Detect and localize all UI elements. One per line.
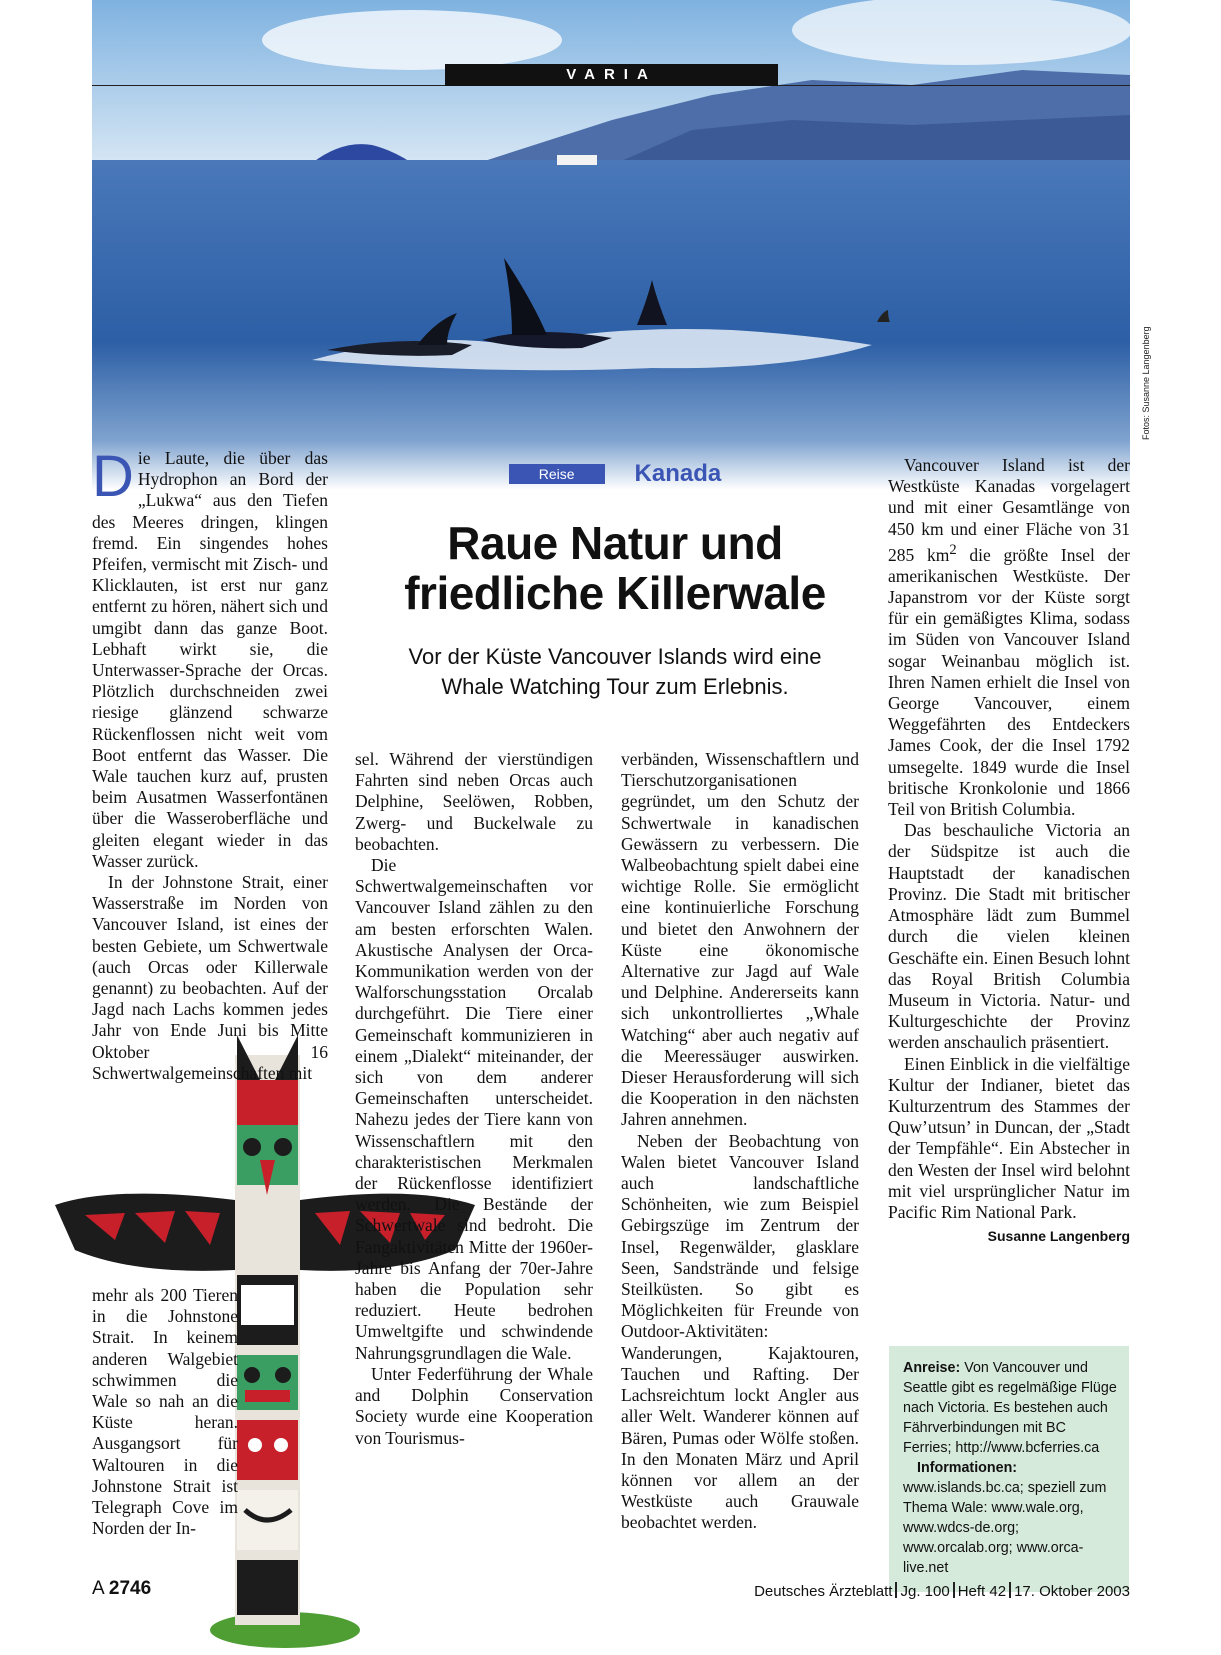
paragraph xyxy=(92,444,328,872)
info-label: Informationen: xyxy=(917,1460,1018,1476)
paragraph xyxy=(888,1053,1130,1245)
eye xyxy=(275,1367,291,1383)
eye xyxy=(243,1138,261,1156)
paragraph-text: ie Laute, die über das Hydrophon an Bord der „Lukwa“ aus den Tiefen des Meeres dringen, klingen fremd. Ein singendes hohes Pfeifen, vermischt mit Zisch- und Klicklauten, ist erst nur ganz entfernt zu hören, nähert sich und umgibt dann das ganze Boot. Lebhaft wirkt sie, die Unterwasser-Sprache der Orcas. Plötzlich durchschneiden zwei riesige glänzend schwarze Rückenflossen nicht weit vom Boot entfernt das Wasser. Die Wale tauchen kurz auf, prusten beim Ausatmen Wasserfontänen über die Wasseroberfläche und gleiten elegant wieder in das Wasser zurück. xyxy=(92,448,328,871)
text-column-1 xyxy=(92,444,328,1084)
head-red xyxy=(237,1080,298,1125)
info-travel xyxy=(903,1358,1117,1458)
rubric-row xyxy=(360,460,870,488)
text-column-3 xyxy=(621,749,859,1534)
section-label: VARIA xyxy=(445,64,778,86)
paragraph-text: Vancouver Island ist der Westküste Kanadas vorgelagert und mit einer Gesamtlänge von 450 km und einer Fläche von 31 285 km xyxy=(888,455,1130,565)
page-prefix: A xyxy=(92,1578,104,1599)
title-line: friedliche Killerwale xyxy=(404,567,826,619)
date: 17. Oktober 2003 xyxy=(1014,1583,1130,1600)
paragraph: Das beschauliche Victoria an der Südspitze ist auch die Hauptstadt der kanadischen Provinz. Die Stadt mit britischer Atmosphäre lädt zum Bummel durch die vielen kleinen Geschäfte ein. Einen Besuch lohnt das Royal British Columbia Museum in Victoria. Natur- und Kulturgeschichte der Provinz werden anschaulich präsentiert. xyxy=(888,820,1130,1053)
page-number xyxy=(92,1578,151,1600)
eye xyxy=(244,1367,260,1383)
face-red xyxy=(237,1420,298,1480)
rubric-badge: Reise xyxy=(509,464,605,484)
paragraph: verbänden, Wissenschaftlern und Tierschutzorganisationen gegründet, um den Schutz der Schwertwale in kanadischen Gewässern zu verbessern. Die Walbeobachtung spielt dabei eine wichtige Rolle. Sie ermöglicht eine kontinuierliche Forschung und bietet den Anwohnern der Küste eine ökonomische Alternative zur Jagd auf Wale und Delphine. Andererseits kann sich unkontrolliertes „Whale Watching“ aber auch negativ auf die Meeressäuger auswirken. Dieser Herausforderung will sich die Kooperation in den nächsten Jahren annehmen. xyxy=(621,749,859,1130)
info-box xyxy=(889,1346,1129,1592)
eye xyxy=(248,1438,262,1452)
kicker: Kanada xyxy=(634,460,722,487)
journal-name: Deutsches Ärzteblatt xyxy=(754,1583,893,1600)
text-column-1-lower xyxy=(92,1285,238,1539)
paragraph: Unter Federführung der Whale and Dolphin Conservation Society wurde eine Kooperation von Tourismus- xyxy=(355,1363,593,1448)
info-text: Von Vancouver und Seattle gibt es regelmäßige Flüge nach Victoria. Es bestehen auch Fährverbindungen mit BC Ferries; http://www.bcferries.ca xyxy=(903,1360,1117,1456)
teeth xyxy=(241,1285,294,1325)
text-column-2 xyxy=(355,749,593,1449)
boat xyxy=(557,155,597,165)
eye xyxy=(274,1138,292,1156)
drop-cap: D xyxy=(92,444,134,509)
text-column-4 xyxy=(888,455,1130,1247)
base xyxy=(237,1560,298,1615)
paragraph: mehr als 200 Tieren in die Johnstone Strait. In keinem anderen Walgebiet schwimmen die Wale so nah an die Küste heran. Ausgangsort für Waltouren in die Johnstone Strait ist Telegraph Cove im Norden der In- xyxy=(92,1285,238,1539)
paragraph-text: Einen Einblick in die vielfältige Kultur der Indianer, bietet das Kulturzentrum des Stammes der Quw’utsun’ in Duncan, der „Stadt der Tempfähle“. Ein Abstecher in den Westen der Insel wird belohnt mit viel ursprünglicher Natur im Pacific Rim National Park. xyxy=(888,1053,1130,1222)
page-number-value: 2746 xyxy=(108,1578,152,1599)
subtitle-line: Whale Watching Tour zum Erlebnis. xyxy=(441,674,789,699)
paragraph: In der Johnstone Strait, einer Wasserstraße im Norden von Vancouver Island, ist eines der besten Gebiete, um Schwertwale (auch Orcas oder Killerwale genannt) zu beobachten. Auf der Jagd nach Lachs kommen jedes Jahr von Ende Juni bis Mitte Oktober 16 Schwertwalgemeinschaften mit xyxy=(92,872,328,1083)
paragraph xyxy=(888,455,1130,820)
superscript: 2 xyxy=(949,541,957,558)
journal-info xyxy=(754,1582,1130,1600)
separator xyxy=(953,1582,955,1598)
mouth xyxy=(245,1390,290,1402)
author-name: Susanne Langenberg xyxy=(987,1228,1130,1245)
article-subtitle xyxy=(360,642,870,702)
separator xyxy=(895,1582,897,1598)
subtitle-line: Vor der Küste Vancouver Islands wird eine xyxy=(408,644,822,669)
eye xyxy=(274,1438,288,1452)
photo-credit: Fotos: Susanne Langenberg xyxy=(1141,326,1151,440)
sea xyxy=(92,160,1130,490)
article-header xyxy=(360,460,870,702)
info-links xyxy=(903,1458,1117,1578)
cloud xyxy=(262,10,562,70)
paragraph: sel. Während der vierstündigen Fahrten sind neben Orcas auch Delphine, Seelöwen, Robben, Zwerg- und Buckelwale zu beobachten. xyxy=(355,749,593,854)
title-line: Raue Natur und xyxy=(447,517,783,569)
article-title xyxy=(360,518,870,618)
volume: Jg. 100 xyxy=(900,1583,950,1600)
paragraph: Die Schwertwalgemeinschaften vor Vancouver Island zählen zu den am besten erforschten Walen. Akustische Analysen der Orca-Kommunikation werden von der Walforschungsstation Orcalab durchgeführt. Die Tiere einer Gemeinschaft kommunizieren in einem „Dialekt“ miteinander, der sich von dem anderer Gemeinschaften unterscheidet. Nahezu jedes der Tiere kann von Wissenschaftlern mit den charakteristischen Merkmalen der Rückenflosse identifiziert werden. Die Bestände der Schwertwale sind bedroht. Die Fangaktivitäten Mitte der 1960er-Jahre bis Anfang der 70er-Jahre haben die Population sehr reduziert. Heute bedrohen Umweltgifte und schwindende Nahrungsgrundlagen die Wale. xyxy=(355,855,593,1363)
paragraph: Neben der Beobachtung von Walen bietet Vancouver Island auch landschaftliche Schönheiten, wie zum Beispiel Gebirgszüge im Zentrum der Insel, Regenwälder, glasklare Seen, Sandstrände und felsige Steilküsten. So gibt es Möglichkeiten für Freunde von Outdoor-Aktivitäten: Wanderungen, Kajaktouren, Tauchen und Rafting. Der Lachsreichtum lockt Angler aus aller Welt. Wanderer können auf Bären, Pumas oder Wölfe stoßen. In den Monaten März und April können vor allem an der Westküste auch Grauwale beobachtet werden. xyxy=(621,1130,859,1533)
issue: Heft 42 xyxy=(957,1583,1007,1600)
info-label: Anreise: xyxy=(903,1360,961,1376)
info-text: www.islands.bc.ca; speziell zum Thema Wale: www.wale.org, www.wdcs-de.org; www.orcalab.org; www.orca-live.net xyxy=(903,1480,1107,1576)
separator xyxy=(1009,1582,1011,1598)
paragraph-text: die größte Insel der amerikanischen Westküste. Der Japanstrom vor der Küste sorgt für ein gemäßigtes Klima, sodass im Süden von Vancouver Island sogar Weinanbau möglich ist. Ihren Namen erhielt die Insel von George Vancouver, einem Weggefährten des Entdeckers James Cook, der die Insel 1792 umsegelte. 1849 wurde die Insel britische Kronkolonie und 1866 Teil von British Columbia. xyxy=(888,544,1130,820)
